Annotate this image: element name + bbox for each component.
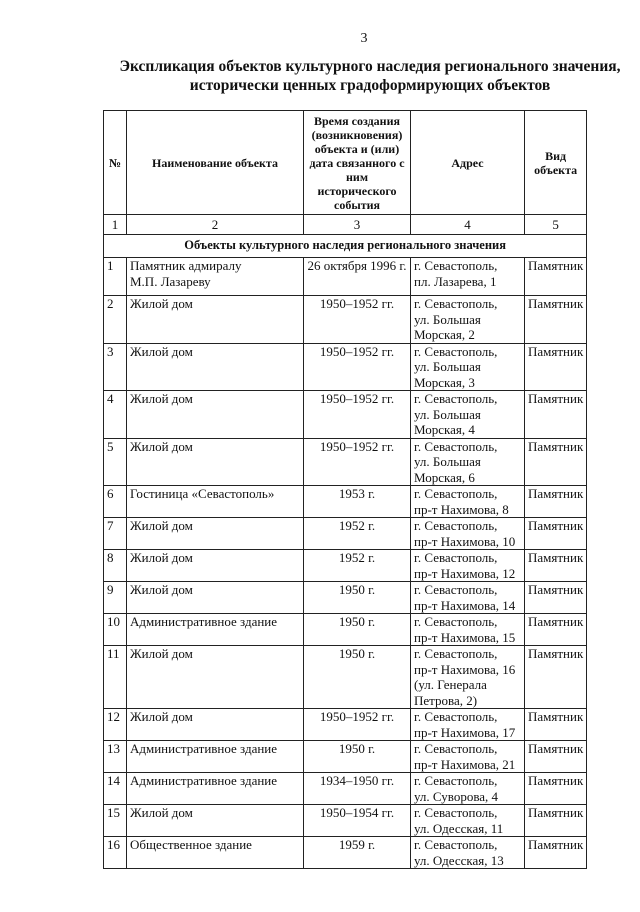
object-address-line: г. Севастополь, xyxy=(414,296,498,311)
object-date: 1950–1954 гг. xyxy=(304,805,411,837)
object-address-line: пр-т Нахимова, 14 xyxy=(414,597,516,613)
object-address-line: г. Севастополь, xyxy=(414,486,498,501)
object-address-line: ул. Большая xyxy=(414,406,481,422)
object-address xyxy=(411,773,525,805)
object-address xyxy=(411,646,525,709)
object-address-line: ул. Большая xyxy=(414,359,481,374)
table-row xyxy=(104,741,587,773)
table-row xyxy=(104,709,587,741)
document-title xyxy=(100,57,640,95)
object-type: Памятник xyxy=(525,391,587,439)
table-row xyxy=(104,391,587,439)
row-number: 10 xyxy=(104,614,127,646)
object-date: 1952 г. xyxy=(304,550,411,582)
object-name-line: Памятник адмиралу xyxy=(130,258,242,273)
object-date: 26 октября 1996 г. xyxy=(304,258,411,296)
column-index: 3 xyxy=(304,215,411,235)
object-name-line: Административное здание xyxy=(130,614,278,629)
object-date: 1950–1952 гг. xyxy=(304,438,411,486)
object-address xyxy=(411,438,525,486)
object-name xyxy=(127,486,304,518)
object-address xyxy=(411,709,525,741)
object-name-line: Административное здание xyxy=(130,741,278,756)
object-name xyxy=(127,837,304,869)
object-type: Памятник xyxy=(525,438,587,486)
object-date: 1950–1952 гг. xyxy=(304,391,411,439)
object-name-line: Жилой дом xyxy=(130,296,193,311)
table-row xyxy=(104,805,587,837)
table-row xyxy=(104,518,587,550)
row-number: 13 xyxy=(104,741,127,773)
table-row xyxy=(104,343,587,391)
object-address-line: (ул. Генерала xyxy=(414,677,487,692)
object-type: Памятник xyxy=(525,614,587,646)
object-address-line: Петрова, 2) xyxy=(414,692,478,708)
column-index-row xyxy=(104,215,587,235)
column-index: 5 xyxy=(525,215,587,235)
row-number: 9 xyxy=(104,582,127,614)
object-name xyxy=(127,296,304,344)
object-date: 1950 г. xyxy=(304,582,411,614)
object-type: Памятник xyxy=(525,550,587,582)
table-row xyxy=(104,646,587,709)
column-index: 2 xyxy=(127,215,304,235)
header-date: Время создания (возникновения) объекта и (или) дата связанного с ним исторического события xyxy=(304,111,411,215)
table-row xyxy=(104,837,587,869)
object-address-line: г. Севастополь, xyxy=(414,773,498,788)
object-name-line: Жилой дом xyxy=(130,550,193,565)
object-name-line: Жилой дом xyxy=(130,582,193,597)
object-name xyxy=(127,258,304,296)
object-type: Памятник xyxy=(525,582,587,614)
object-address-line: пр-т Нахимова, 10 xyxy=(414,533,516,549)
table-row xyxy=(104,582,587,614)
object-address-line: Морская, 3 xyxy=(414,374,475,390)
object-name-line: Жилой дом xyxy=(130,709,193,724)
object-address-line: г. Севастополь, xyxy=(414,646,498,661)
object-name xyxy=(127,805,304,837)
object-date: 1953 г. xyxy=(304,486,411,518)
object-address-line: Морская, 4 xyxy=(414,422,475,437)
object-address-line: пр-т Нахимова, 8 xyxy=(414,501,509,517)
row-number: 6 xyxy=(104,486,127,518)
object-name xyxy=(127,614,304,646)
objects-table xyxy=(103,110,587,869)
object-type: Памятник xyxy=(525,837,587,869)
object-date: 1952 г. xyxy=(304,518,411,550)
object-address-line: Морская, 2 xyxy=(414,327,475,342)
page-number: 3 xyxy=(360,31,368,46)
object-address-line: пл. Лазарева, 1 xyxy=(414,273,497,289)
row-number: 8 xyxy=(104,550,127,582)
row-number: 15 xyxy=(104,805,127,837)
row-number: 11 xyxy=(104,646,127,709)
document-title-line-1: Экспликация объектов культурного наследия регионального значения, xyxy=(119,58,621,75)
header-type: Вид объекта xyxy=(525,111,587,215)
object-address-line: ул. Большая xyxy=(414,311,481,327)
table-row xyxy=(104,296,587,344)
header-name: Наименование объекта xyxy=(127,111,304,215)
object-address-line: г. Севастополь, xyxy=(414,709,498,724)
object-name xyxy=(127,773,304,805)
object-type: Памятник xyxy=(525,773,587,805)
object-address xyxy=(411,391,525,439)
object-address-line: г. Севастополь, xyxy=(414,258,498,273)
document-title-line-2: исторически ценных градоформирующих объектов xyxy=(189,77,551,94)
object-type: Памятник xyxy=(525,486,587,518)
object-address xyxy=(411,486,525,518)
object-address-line: г. Севастополь, xyxy=(414,582,498,597)
object-name xyxy=(127,391,304,439)
object-name-line: Жилой дом xyxy=(130,438,193,454)
object-name-line: Жилой дом xyxy=(130,343,193,359)
section-title: Объекты культурного наследия регионального значения xyxy=(104,235,587,258)
column-index: 4 xyxy=(411,215,525,235)
object-name-line: Жилой дом xyxy=(130,805,193,820)
object-date: 1950 г. xyxy=(304,646,411,709)
object-address xyxy=(411,550,525,582)
table-row xyxy=(104,550,587,582)
row-number: 14 xyxy=(104,773,127,805)
object-name xyxy=(127,709,304,741)
object-name-line: Общественное здание xyxy=(130,837,252,852)
object-address xyxy=(411,582,525,614)
object-name-line: Административное здание xyxy=(130,773,278,788)
object-address-line: пр-т Нахимова, 12 xyxy=(414,565,516,581)
object-address-line: г. Севастополь, xyxy=(414,614,498,629)
object-name xyxy=(127,741,304,773)
object-address-line: Морская, 6 xyxy=(414,469,475,485)
table-row xyxy=(104,438,587,486)
table-row xyxy=(104,258,587,296)
object-type: Памятник xyxy=(525,296,587,344)
object-type: Памятник xyxy=(525,805,587,837)
object-name xyxy=(127,518,304,550)
object-address-line: ул. Одесская, 11 xyxy=(414,820,504,836)
object-address-line: пр-т Нахимова, 15 xyxy=(414,629,516,645)
object-type: Памятник xyxy=(525,741,587,773)
object-address-line: ул. Одесская, 13 xyxy=(414,852,504,868)
object-address-line: пр-т Нахимова, 17 xyxy=(414,724,516,740)
table-row xyxy=(104,486,587,518)
object-name xyxy=(127,646,304,709)
object-address-line: г. Севастополь, xyxy=(414,741,498,756)
row-number: 4 xyxy=(104,391,127,439)
row-number: 1 xyxy=(104,258,127,296)
header-number: № xyxy=(104,111,127,215)
object-type: Памятник xyxy=(525,343,587,391)
section-header-row xyxy=(104,235,587,258)
row-number: 12 xyxy=(104,709,127,741)
object-address-line: г. Севастополь, xyxy=(414,550,498,565)
object-address-line: г. Севастополь, xyxy=(414,438,498,454)
object-date: 1950–1952 гг. xyxy=(304,296,411,344)
object-date: 1950–1952 гг. xyxy=(304,709,411,741)
object-address-line: г. Севастополь, xyxy=(414,391,498,406)
object-address-line: ул. Большая xyxy=(414,454,481,469)
object-name-line: Жилой дом xyxy=(130,391,193,406)
table-row xyxy=(104,614,587,646)
object-name xyxy=(127,438,304,486)
column-index: 1 xyxy=(104,215,127,235)
object-type: Памятник xyxy=(525,709,587,741)
object-address xyxy=(411,518,525,550)
row-number: 5 xyxy=(104,438,127,486)
row-number: 7 xyxy=(104,518,127,550)
object-address-line: ул. Суворова, 4 xyxy=(414,788,499,804)
row-number: 16 xyxy=(104,837,127,869)
row-number: 3 xyxy=(104,343,127,391)
object-address xyxy=(411,837,525,869)
object-name-line: Гостиница «Севастополь» xyxy=(130,486,275,501)
object-name xyxy=(127,343,304,391)
object-address-line: г. Севастополь, xyxy=(414,343,498,359)
object-date: 1950 г. xyxy=(304,741,411,773)
object-address-line: г. Севастополь, xyxy=(414,837,498,852)
row-number: 2 xyxy=(104,296,127,344)
object-date: 1950–1952 гг. xyxy=(304,343,411,391)
object-type: Памятник xyxy=(525,258,587,296)
object-address-line: пр-т Нахимова, 21 xyxy=(414,756,516,772)
object-date: 1959 г. xyxy=(304,837,411,869)
object-name-line: Жилой дом xyxy=(130,518,193,533)
object-address-line: г. Севастополь, xyxy=(414,518,498,533)
object-address xyxy=(411,741,525,773)
object-name xyxy=(127,582,304,614)
object-name xyxy=(127,550,304,582)
object-address xyxy=(411,258,525,296)
object-name-line: М.П. Лазареву xyxy=(130,273,211,289)
object-name-line: Жилой дом xyxy=(130,646,193,661)
object-address xyxy=(411,296,525,344)
table-row xyxy=(104,773,587,805)
object-date: 1934–1950 гг. xyxy=(304,773,411,805)
table-header-row xyxy=(104,111,587,215)
object-type: Памятник xyxy=(525,518,587,550)
object-type: Памятник xyxy=(525,646,587,709)
object-address-line: пр-т Нахимова, 16 xyxy=(414,661,516,677)
header-address: Адрес xyxy=(411,111,525,215)
object-address xyxy=(411,614,525,646)
object-address-line: г. Севастополь, xyxy=(414,805,498,820)
object-address xyxy=(411,805,525,837)
object-address xyxy=(411,343,525,391)
object-date: 1950 г. xyxy=(304,614,411,646)
